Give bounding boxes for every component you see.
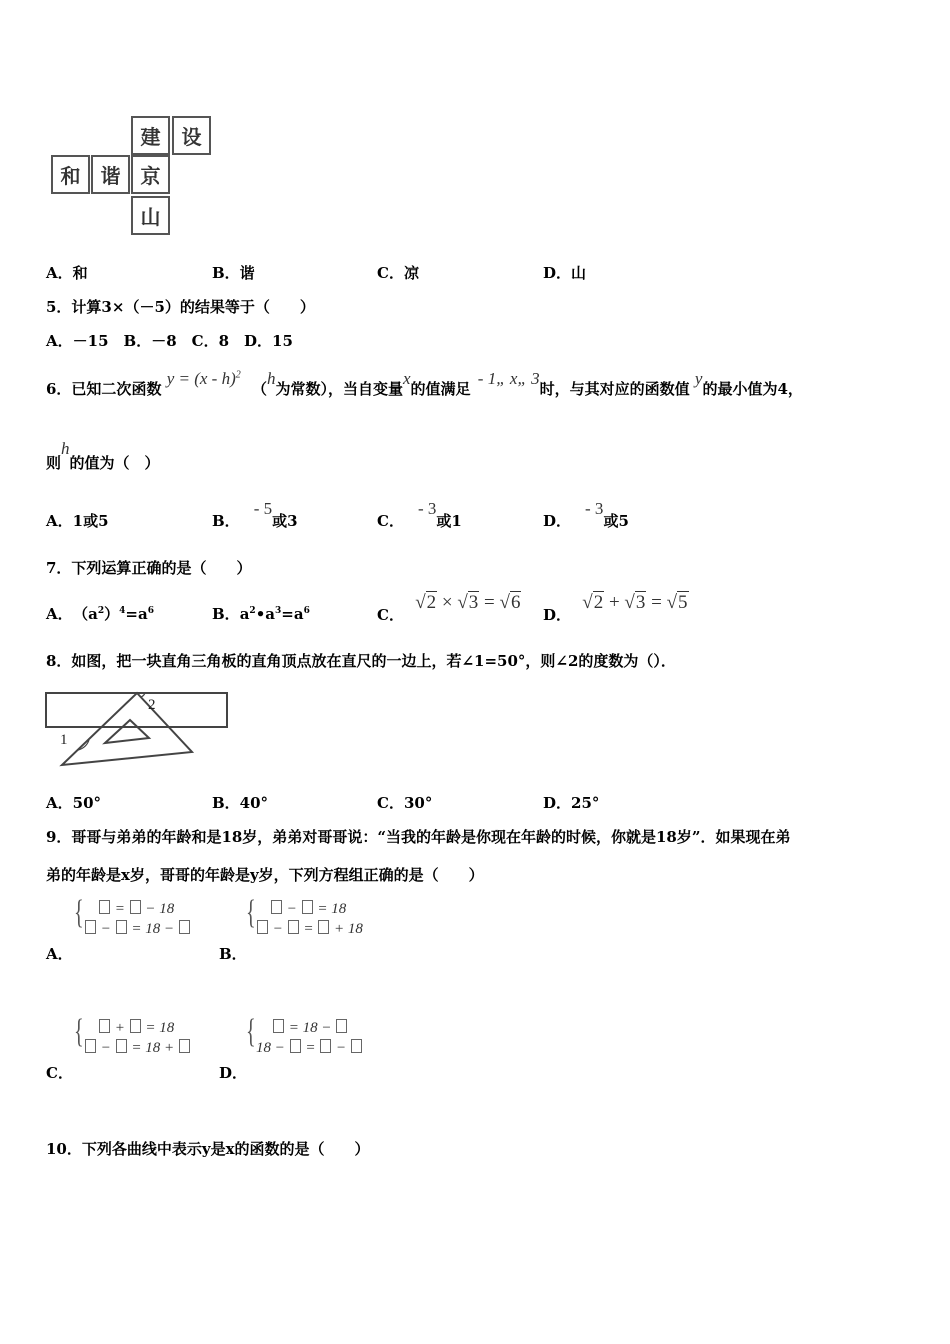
q4-option-b[interactable]: B．谐 [212, 264, 255, 282]
q6-range: - 1„ x„ 3 [477, 369, 540, 388]
q5-options[interactable]: A．－15 B．－8 C．8 D．15 [46, 332, 293, 350]
set-square [62, 693, 192, 765]
net-cell-xie: 谐 [91, 155, 130, 194]
q6-stem-e: 的最小值为4， [702, 380, 803, 398]
q6-line2-h: h [61, 439, 70, 458]
q9-system-b: { − = 18 − = + 18 [246, 894, 363, 937]
q7-option-a[interactable]: A． $(a^2)^4=a^6$ [46, 605, 154, 623]
q6-option-a[interactable]: A．1或5 [46, 512, 109, 530]
q7-c-expr: √2 × √3 = √6 [415, 592, 521, 613]
angle2-label: 2 [148, 697, 156, 713]
q6-option-d[interactable]: D．- 3或5 [543, 499, 629, 530]
q6-paren: （ [251, 380, 267, 398]
set-square-inner [105, 720, 149, 743]
ruler-triangle-figure [42, 688, 242, 773]
q4-option-a[interactable]: A．和 [46, 264, 88, 282]
q9-option-c[interactable]: C． [46, 1064, 73, 1082]
q6-x-var: x [403, 369, 411, 388]
q6-h-var: h [266, 369, 276, 388]
q6-stem [46, 368, 803, 398]
q6-option-b[interactable]: B．- 5或3 [212, 499, 298, 530]
q6-stem-c: 的值满足 [410, 380, 471, 398]
net-cell-she: 设 [172, 116, 211, 155]
q6-line2: 则h的值为（ ） [46, 439, 160, 472]
q7-option-b[interactable]: B．$a^2•a^3=a^6$ [212, 605, 310, 623]
net-cell-jian: 建 [131, 116, 170, 155]
q8-option-c[interactable]: C．30° [377, 794, 433, 812]
q9-stem-line1: 9．哥哥与弟弟的年龄和是18岁，弟弟对哥哥说：“当我的年龄是你现在年龄的时候，你就是18岁”．如果现在弟 [46, 828, 791, 846]
q4-option-d[interactable]: D．山 [543, 264, 587, 282]
q7-option-c[interactable]: C． √2 × √3 = √6 [377, 592, 521, 624]
q9-option-b[interactable]: B． [219, 945, 247, 963]
q8-stem: 8．如图，把一块直角三角板的直角顶点放在直尺的一边上，若∠1=50°，则∠2的度数为（）． [46, 652, 676, 670]
q6-stem-b: 为常数），当自变量 [275, 380, 403, 398]
angle1-label: 1 [60, 732, 68, 748]
q8-option-a[interactable]: A．50° [46, 794, 102, 812]
net-cell-shan: 山 [131, 196, 170, 235]
q7-d-expr: √2 + √3 = √5 [582, 592, 688, 613]
q9-system-d: { = 18 − 18 − = − [246, 1019, 386, 1059]
q6-y-var: y [694, 369, 703, 388]
q9-system-a: { = − 18 − = 18 − [74, 900, 214, 940]
q4-option-c[interactable]: C．凉 [377, 264, 419, 282]
ruler [46, 693, 227, 727]
net-cell-he: 和 [51, 155, 90, 194]
q5-stem: 5．计算3×（－5）的结果等于（ ） [46, 298, 315, 316]
q6-stem-d: 时，与其对应的函数值 [539, 380, 690, 398]
q9-option-d[interactable]: D． [219, 1064, 248, 1082]
q9-stem-line2: 弟的年龄是x岁，哥哥的年龄是y岁，下列方程组正确的是（ ） [46, 866, 484, 884]
q6-stem-a: 6．已知二次函数 [46, 380, 162, 398]
q8-option-b[interactable]: B．40° [212, 794, 269, 812]
q10-stem: 10．下列各曲线中表示y是x的函数的是（ ） [46, 1140, 370, 1158]
q7-option-d[interactable]: D． √2 + √3 = √5 [543, 592, 688, 624]
net-cell-jing: 京 [131, 155, 170, 194]
q6-option-c[interactable]: C．- 3或1 [377, 499, 462, 530]
q9-system-c: { + = 18 − = 18 + [74, 1019, 214, 1059]
q6-formula: y = (x - h)$^2$ [166, 369, 241, 388]
q8-option-d[interactable]: D．25° [543, 794, 600, 812]
q7-stem: 7．下列运算正确的是（ ） [46, 559, 252, 577]
q9-option-a[interactable]: A． [46, 945, 73, 963]
